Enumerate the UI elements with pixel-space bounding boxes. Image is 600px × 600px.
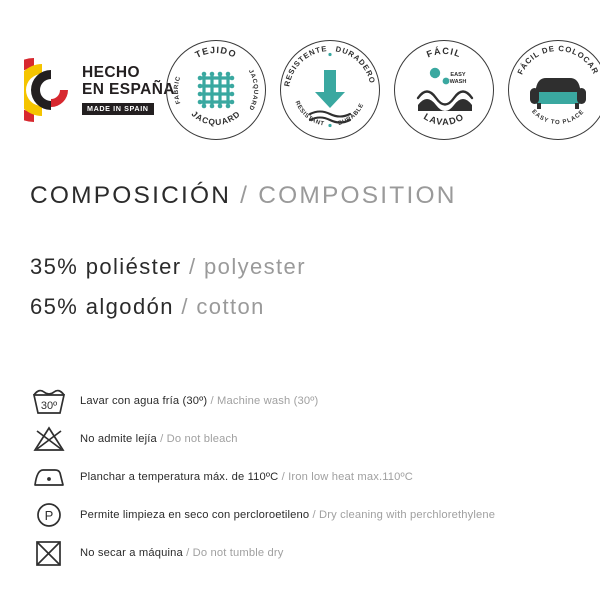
svg-text:EASY: EASY: [450, 72, 466, 78]
composition-section: [30, 182, 570, 320]
composition-line-cotton: [30, 294, 570, 320]
care-text-en: Dry cleaning with perchlorethylene: [319, 509, 496, 521]
svg-text:30º: 30º: [40, 400, 58, 412]
care-text-separator: /: [186, 547, 190, 559]
care-row: [30, 496, 575, 534]
care-text-es: Permite limpieza en seco con percloroetileno: [80, 509, 310, 521]
composition-line-1-es: 35% poliéster: [30, 254, 182, 279]
badge-made-in-spain: [24, 40, 175, 140]
care-row: [30, 382, 575, 420]
svg-text:FÁCIL DE COLOCAR: FÁCIL DE COLOCAR: [515, 43, 600, 77]
composition-line-2-es: 65% algodón: [30, 294, 174, 319]
composition-title: [30, 182, 570, 210]
down-arrow-fabric-icon: [280, 40, 380, 140]
composition-title-separator: /: [240, 182, 250, 209]
care-row: [30, 420, 575, 458]
care-text: [80, 547, 283, 559]
svg-text:JACQUARD: JACQUARD: [246, 68, 260, 112]
care-row: [30, 534, 575, 572]
composition-line-1-separator: /: [189, 254, 197, 279]
care-text-en: Do not tumble dry: [192, 547, 284, 559]
svg-text:RESISTANT: RESISTANT: [293, 100, 325, 128]
care-text: [80, 433, 238, 445]
composition-line-2-separator: /: [181, 294, 189, 319]
spain-text-block: [82, 64, 175, 117]
spain-line-2: EN ESPAÑA: [82, 81, 175, 99]
spain-line-1: HECHO: [82, 63, 140, 81]
svg-text:RESISTENTE: RESISTENTE: [282, 44, 328, 88]
certification-badges-row: [24, 36, 600, 144]
armchair-icon: [508, 40, 600, 140]
badge-easy-to-place: [508, 40, 600, 140]
care-text-separator: /: [281, 471, 285, 483]
care-text-es: No admite lejía: [80, 433, 157, 445]
care-text-separator: /: [160, 433, 164, 445]
svg-text:TEJIDO: TEJIDO: [193, 44, 239, 60]
waves-icon: [394, 40, 494, 140]
care-text: [80, 509, 495, 521]
spain-flag-icon: [24, 54, 76, 126]
care-text-en: Iron low heat max.110ºC: [288, 471, 413, 483]
care-text-separator: /: [210, 395, 214, 407]
badge-jacquard-fabric: [166, 40, 266, 140]
no-tumble-dry-icon: [30, 536, 68, 570]
svg-text:EASY TO PLACE: EASY TO PLACE: [530, 108, 586, 127]
no-bleach-triangle-icon: [30, 422, 68, 456]
svg-text:DURADERO: DURADERO: [334, 44, 378, 85]
care-text-en: Machine wash (30º): [217, 395, 319, 407]
svg-text:P: P: [44, 508, 54, 523]
svg-text:DURABLE: DURABLE: [337, 102, 366, 128]
dry-clean-p-icon: [30, 498, 68, 532]
iron-one-dot-icon: [30, 460, 68, 494]
badge-resistant-durable: [280, 40, 380, 140]
care-text-en: Do not bleach: [166, 433, 238, 445]
svg-text:WASH: WASH: [449, 79, 467, 85]
care-instructions-section: [30, 382, 575, 572]
care-text-separator: /: [312, 509, 316, 521]
care-row: [30, 458, 575, 496]
composition-line-polyester: [30, 254, 570, 280]
wash-tub-30-icon: [30, 384, 68, 418]
care-text-es: Planchar a temperatura máx. de 110ºC: [80, 471, 279, 483]
svg-text:LAVADO: LAVADO: [422, 111, 466, 128]
svg-text:FABRIC: FABRIC: [172, 75, 183, 105]
composition-title-en: COMPOSITION: [258, 182, 457, 209]
care-text: [80, 471, 413, 483]
svg-text:FÁCIL: FÁCIL: [425, 45, 463, 60]
care-text: [80, 395, 318, 407]
weave-icon: [166, 40, 266, 140]
care-text-es: No secar a máquina: [80, 547, 183, 559]
composition-line-1-en: polyester: [204, 254, 306, 279]
svg-text:JACQUARD: JACQUARD: [189, 108, 243, 128]
spain-line-3: MADE IN SPAIN: [82, 103, 154, 115]
composition-title-es: COMPOSICIÓN: [30, 182, 232, 209]
care-text-es: Lavar con agua fría (30º): [80, 395, 208, 407]
composition-line-2-en: cotton: [196, 294, 265, 319]
badge-easy-wash: [394, 40, 494, 140]
